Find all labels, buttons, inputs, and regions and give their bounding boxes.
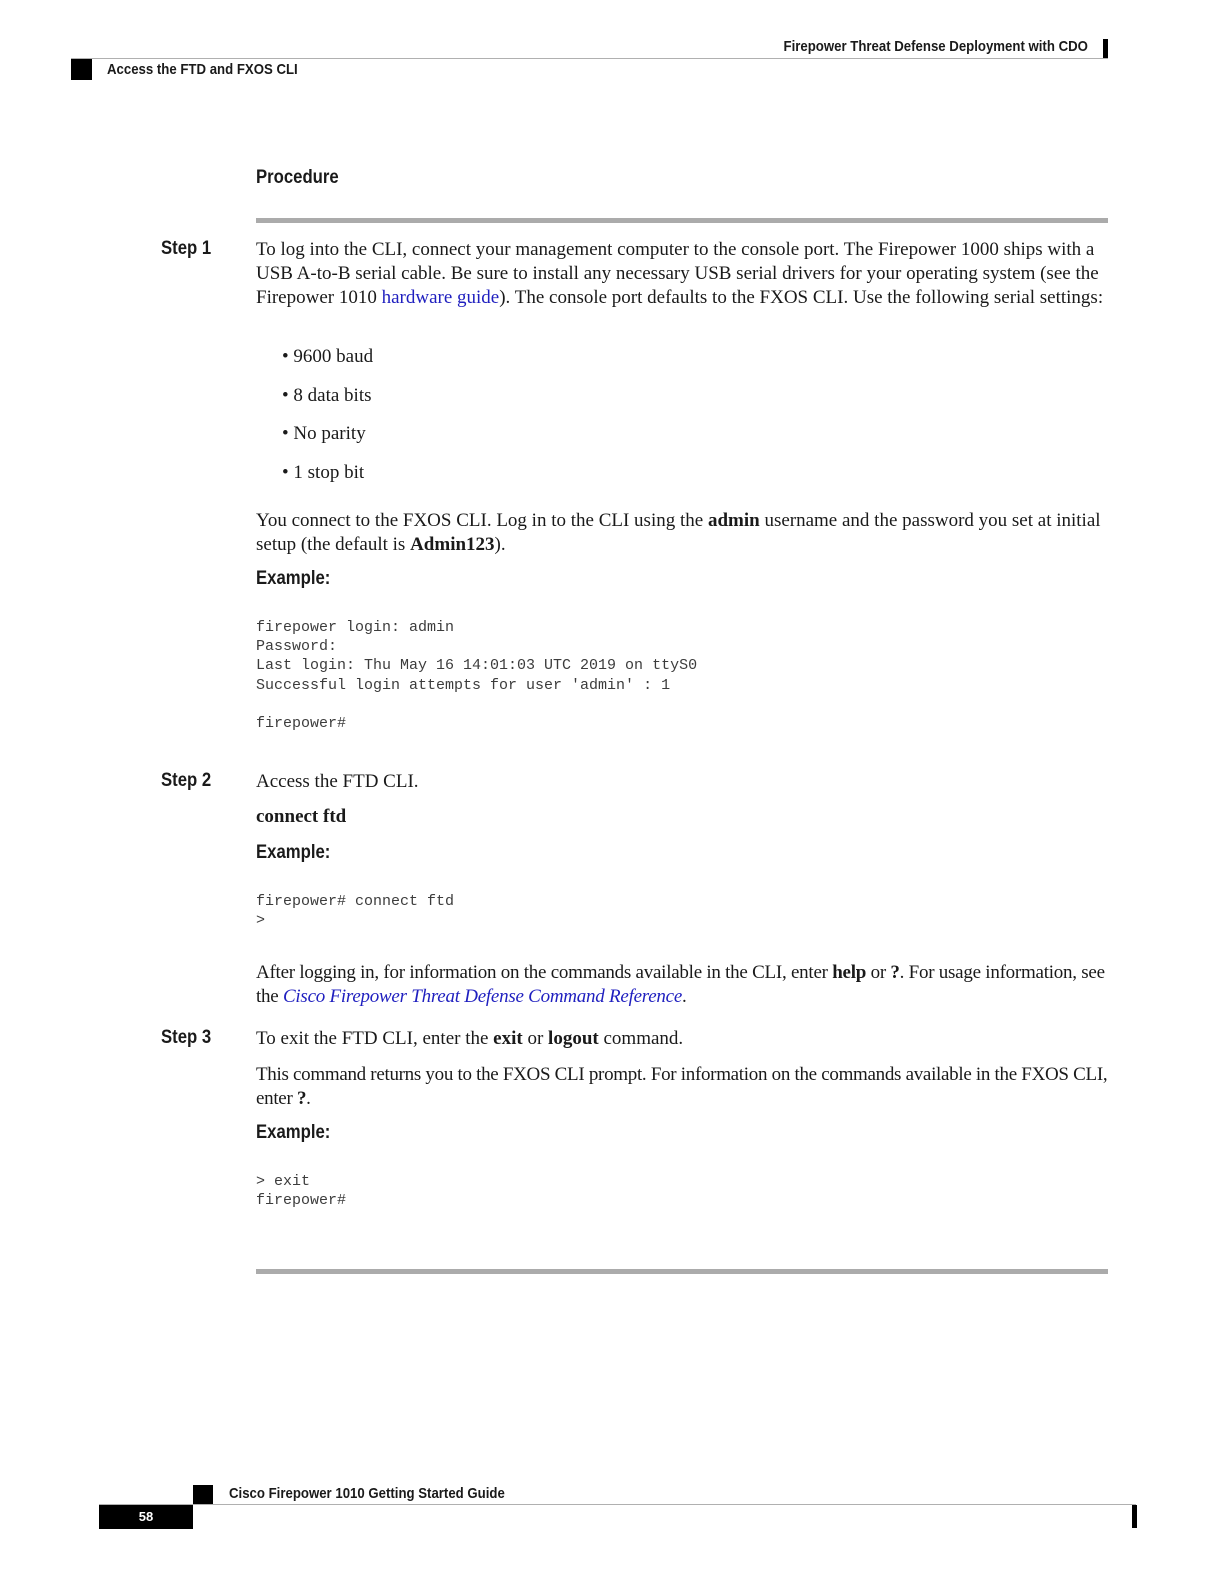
step-2-code-block: firepower# connect ftd > xyxy=(256,893,455,930)
step-2-example-label: Example: xyxy=(256,842,331,863)
header-divider xyxy=(71,58,1108,59)
header-bar-marker xyxy=(1103,39,1108,59)
step-1-code-block: firepower login: admin Password: Last login: Thu May 16 14:01:03 UTC 2019 on ttyS0 Successful login attempts for user 'admin' : 1 firepower# xyxy=(256,619,698,733)
step-3-label: Step 3 xyxy=(161,1027,212,1048)
step-1-intro: To log into the CLI, connect your management computer to the console port. The Firepower 1000 ships with a USB A-to-B serial cable. Be sure to install any necessary USB serial drivers for your operating system (see the Firepower 1010 hardware guide). The console port defaults to the FXOS CLI. Use the following serial settings: xyxy=(256,239,1104,308)
step-1-label: Step 1 xyxy=(161,238,212,259)
list-item: • 1 stop bit xyxy=(282,462,365,483)
footer-divider xyxy=(99,1504,1136,1505)
step-3-intro: To exit the FTD CLI, enter the exit or logout command. xyxy=(256,1028,684,1049)
step-3-example-label: Example: xyxy=(256,1122,331,1143)
procedure-heading: Procedure xyxy=(256,167,339,188)
list-item: • No parity xyxy=(282,423,366,444)
command-reference-link[interactable]: Cisco Firepower Threat Defense Command Reference xyxy=(282,986,683,1007)
step-2-intro: Access the FTD CLI. xyxy=(256,771,419,792)
list-item: • 9600 baud xyxy=(282,346,374,367)
procedure-top-rule xyxy=(256,218,1108,223)
section-title: Access the FTD and FXOS CLI xyxy=(107,61,298,78)
step-1-login-paragraph: You connect to the FXOS CLI. Log in to the CLI using the admin username and the password you set at initial setup (the default is Admin123). xyxy=(256,510,1101,555)
header-block-marker xyxy=(71,59,92,80)
procedure-bottom-rule xyxy=(256,1269,1108,1274)
step-3-description: This command returns you to the FXOS CLI prompt. For information on the commands available in the FXOS CLI, enter ?. xyxy=(256,1064,1108,1109)
step-2-command: connect ftd xyxy=(256,806,347,827)
step-1-example-label: Example: xyxy=(256,568,331,589)
footer-bar-marker xyxy=(1132,1505,1137,1528)
list-item: • 8 data bits xyxy=(282,385,372,406)
hardware-guide-link[interactable]: hardware guide xyxy=(381,287,500,308)
step-2-after-paragraph: After logging in, for information on the commands available in the CLI, enter help or ?. For usage information, see the Cisco Firepower Threat Defense Command Reference. xyxy=(256,962,1105,1007)
footer-block-marker xyxy=(193,1485,213,1504)
page-number: 58 xyxy=(99,1505,193,1529)
running-header-title: Firepower Threat Defense Deployment with CDO xyxy=(783,38,1088,55)
footer-guide-title: Cisco Firepower 1010 Getting Started Guide xyxy=(229,1485,505,1502)
step-2-label: Step 2 xyxy=(161,770,212,791)
step-3-code-block: > exit firepower# xyxy=(256,1173,347,1210)
